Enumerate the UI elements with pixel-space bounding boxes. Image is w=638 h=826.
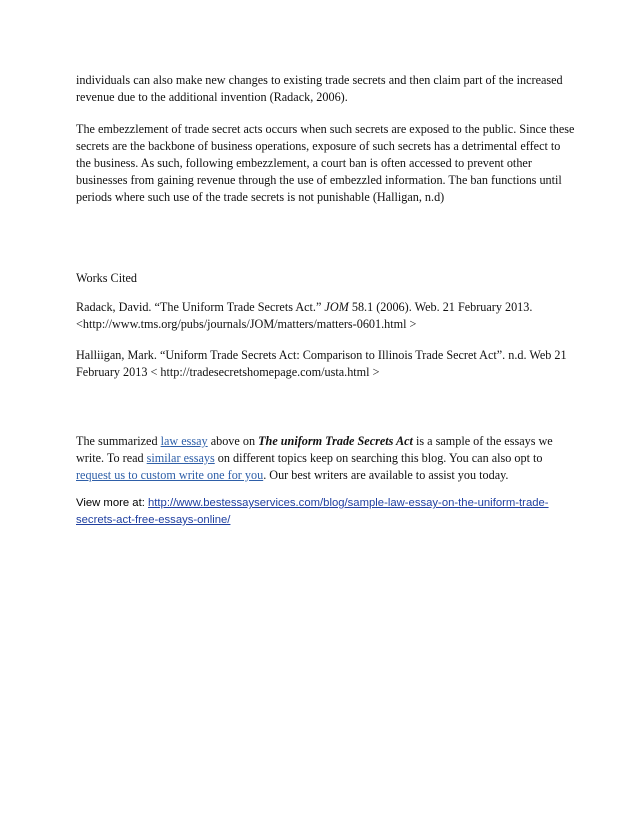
works-cited-heading: Works Cited (76, 271, 137, 285)
summary-paragraph (76, 433, 576, 484)
law-essay-link[interactable]: law essay (160, 434, 208, 448)
citation-radack-details: 58.1 (2006). Web. 21 February 2013. <http://www.tms.org/pubs/journals/JOM/matters/matters-0601.html > (76, 300, 533, 331)
citation-radack (76, 299, 576, 333)
paragraph-trade-secrets-changes: individuals can also make new changes to existing trade secrets and then claim part of the increased revenue due to the additional invention (Radack, 2006). (76, 73, 563, 104)
summary-text-2: above on (207, 434, 259, 448)
view-more-label: View more at: (76, 497, 148, 509)
view-more-url-link[interactable]: http://www.bestessayservices.com/blog/sample-law-essay-on-the-uniform-trade-secrets-act-free-essays-online/ (76, 497, 549, 526)
view-more-line (76, 495, 576, 529)
similar-essays-link[interactable]: similar essays (146, 451, 215, 465)
request-custom-write-link[interactable]: request us to custom write one for you (76, 468, 264, 482)
essay-title: The uniform Trade Secrets Act (258, 434, 413, 448)
citation-halliigan: Halliigan, Mark. “Uniform Trade Secrets Act: Comparison to Illinois Trade Secret Act”. n.d. Web 21 February 2013 < http://tradesecretshomepage.com/usta.html > (76, 348, 567, 379)
summary-text-3: is a sample of the essays we write. To read (76, 434, 553, 465)
citation-radack-journal: JOM (324, 300, 349, 314)
document-body (76, 72, 576, 529)
summary-text-4: on different topics keep on searching this blog. You can also opt to (214, 451, 543, 465)
citation-radack-author-title: Radack, David. “The Uniform Trade Secrets Act.” (76, 300, 325, 314)
summary-text-5: . Our best writers are available to assist you today. (263, 468, 509, 482)
paragraph-embezzlement: The embezzlement of trade secret acts occurs when such secrets are exposed to the public. Since these secrets are the backbone of business operations, exposure of such secrets has a detrimental effect to the business. As such, following embezzlement, a court ban is often accessed to prevent other businesses from gaining revenue through the use of embezzled information. The ban functions until periods where such use of the trade secrets is not punishable (Halligan, n.d) (76, 122, 575, 204)
summary-text-1: The summarized (76, 434, 161, 448)
